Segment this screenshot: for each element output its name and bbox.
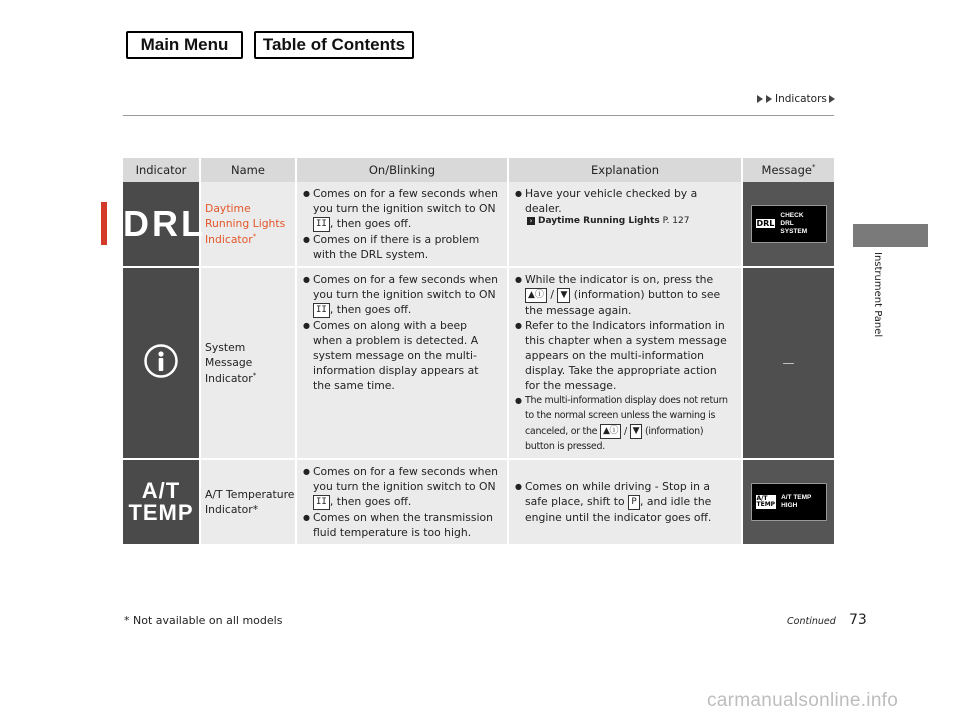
down-button-icon: ▼ [557,288,570,303]
breadcrumb [757,93,836,105]
on-blinking-cell [296,267,508,459]
header-divider [123,115,834,116]
main-menu-button[interactable]: Main Menu [126,31,243,59]
indicator-name: Daytime Running Lights Indicator* [200,182,296,267]
explanation-cell [508,182,742,267]
message-cell [742,182,834,267]
on-blinking-cell [296,182,508,267]
page-number: 73 [849,612,867,628]
footnote: * Not available on all models [124,614,283,627]
park-key-icon: P [628,495,640,510]
at-temp-message-display: A/T TEMP A/T TEMP HIGH [751,483,827,521]
list-item: ● Have your vehicle checked by a dealer. › Daytime Running Lights P. 127 [515,186,733,228]
col-header-message: Message* [742,158,834,182]
explanation-cell [508,459,742,545]
table-of-contents-button[interactable]: Table of Contents [254,31,414,59]
col-header-explanation: Explanation [508,158,742,182]
explanation-cell [508,267,742,459]
information-icon [123,267,200,459]
chapter-label: Instrument Panel [872,252,883,338]
list-item: ● Comes on while driving - Stop in a safe place, shift to P , and idle the engine until the indicator goes off. [515,479,733,525]
drl-message-display: DRL CHECK DRL SYSTEM [751,205,827,243]
col-header-on-blinking: On/Blinking [296,158,508,182]
up-information-button-icon: ▲ⓘ [525,288,547,303]
list-item: ● Refer to the Indicators information in this chapter when a system message appears on the multi-information display. Take the appropriate action for the message. [515,318,733,394]
breadcrumb-arrow-icon [757,95,763,103]
drl-indicator-icon: DRL [123,182,200,267]
indicator-name: System Message Indicator* [200,267,296,459]
down-button-icon: ▼ [630,424,643,439]
list-item: ● Comes on when the transmission fluid temperature is too high. [303,510,499,540]
table-row [123,267,834,459]
page-reference-link[interactable]: › Daytime Running Lights P. 127 [525,216,733,228]
message-cell: — [742,267,834,459]
current-row-marker [101,202,107,245]
list-item: ● While the indicator is on, press the ▲ⓘ / ▼ (information) button to see the message again. [515,272,733,318]
table-row [123,182,834,267]
watermark: carmanualsonline.info [707,690,899,711]
ignition-key-icon: II [313,217,330,232]
chapter-tab[interactable] [853,224,928,247]
list-item: ● Comes on if there is a problem with the DRL system. [303,232,499,262]
col-header-indicator: Indicator [123,158,200,182]
table-header-row [123,158,834,182]
reference-arrow-icon: › [527,217,535,225]
message-cell [742,459,834,545]
list-item: ● Comes on for a few seconds when you turn the ignition switch to ON II , then goes off. [303,186,499,232]
continued-label: Continued [787,616,836,627]
indicators-table [123,158,834,546]
list-item: ● The multi-information display does not return to the normal screen unless the warning is canceled, or the ▲ⓘ / ▼ (information) button is pressed. [515,393,733,454]
at-temp-indicator-icon: A/T TEMP [123,459,200,545]
on-blinking-cell [296,459,508,545]
breadcrumb-arrow-icon [829,95,835,103]
breadcrumb-link-indicators[interactable]: Indicators [775,93,827,105]
up-information-button-icon: ▲ⓘ [600,424,621,439]
ignition-key-icon: II [313,303,330,318]
list-item: ● Comes on along with a beep when a problem is detected. A system message on the multi-information display appears at the same time. [303,318,499,394]
indicator-name: A/T Temperature Indicator* [200,459,296,545]
breadcrumb-arrow-icon [766,95,772,103]
col-header-name: Name [200,158,296,182]
table-row [123,459,834,545]
list-item: ● Comes on for a few seconds when you turn the ignition switch to ON II , then goes off. [303,272,499,318]
list-item: ● Comes on for a few seconds when you turn the ignition switch to ON II , then goes off. [303,464,499,510]
ignition-key-icon: II [313,495,330,510]
